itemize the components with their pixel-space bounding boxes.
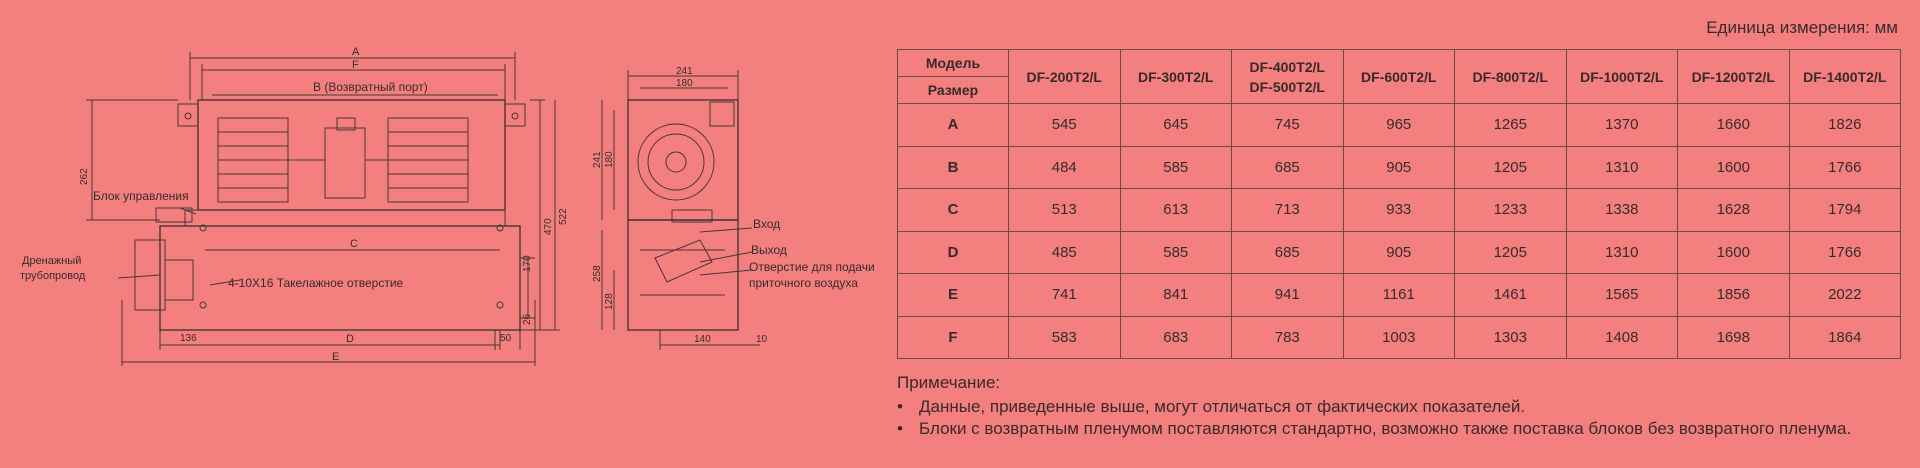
table-cell: 1265 [1455,104,1567,147]
side-dim-128: 128 [604,293,615,310]
outlet-label: Выход [751,243,787,257]
table-cell: 1600 [1678,231,1790,274]
dim-262: 262 [79,168,90,185]
table-cell: 1338 [1566,189,1678,232]
unit-label: Единица измерения: мм [1706,18,1898,37]
hanging-hole-label: 4-10X16 Такелажное отверстие [228,276,404,290]
table-cell: 1161 [1343,274,1455,317]
dim-170: 170 [522,255,533,272]
table-cell: 1628 [1678,189,1790,232]
table-cell: 1461 [1455,274,1567,317]
table-cell: 585 [1120,231,1232,274]
supply-opening-label-1: Отверстие для подачи [749,260,875,274]
table-cell: 1370 [1566,104,1678,147]
table-cell: 1600 [1678,146,1790,189]
dim-50: 50 [500,333,512,344]
row-label: E [898,274,1009,317]
side-dim-180-top: 180 [676,78,693,89]
dim-26: 26 [522,313,533,325]
table-row [898,274,1901,317]
side-dim-10: 10 [756,334,768,345]
side-dim-140: 140 [694,334,711,345]
table-cell: 484 [1009,146,1121,189]
table-cell: 685 [1232,231,1344,274]
table-header-row [898,50,1901,77]
table-row [898,231,1901,274]
table-body [898,104,1901,359]
header-size-label: Размер [898,77,1009,104]
table-cell: 1205 [1455,231,1567,274]
table-cell: 1205 [1455,146,1567,189]
drain-label-2: трубопровод [20,270,86,282]
table-row [898,146,1901,189]
dim-b: B (Возвратный порт) [313,80,428,94]
model-header: DF-1400T2/L [1789,50,1901,104]
bullet: • [897,397,903,416]
table-cell: 1003 [1343,316,1455,359]
table-cell: 713 [1232,189,1344,232]
dim-c: C [350,238,358,250]
drain-label-1: Дренажный [22,255,82,267]
table-cell: 1408 [1566,316,1678,359]
table-cell: 1698 [1678,316,1790,359]
table-cell: 585 [1120,146,1232,189]
table-cell: 905 [1343,146,1455,189]
model-header-group [1232,50,1344,104]
table-cell: 513 [1009,189,1121,232]
bullet: • [897,419,903,438]
row-label: C [898,189,1009,232]
model-header: DF-1200T2/L [1678,50,1790,104]
table-cell: 1660 [1678,104,1790,147]
table-cell: 1826 [1789,104,1901,147]
table-cell: 1794 [1789,189,1901,232]
note-text: Данные, приведенные выше, могут отличаться от фактических показателей. [919,397,1526,416]
control-box-label: Блок управления [93,189,189,203]
table-cell: 545 [1009,104,1121,147]
dim-f: F [352,59,359,71]
table-cell: 1233 [1455,189,1567,232]
dim-522: 522 [558,208,569,225]
note-item [897,419,1851,439]
table-cell: 1303 [1455,316,1567,359]
table-cell: 841 [1120,274,1232,317]
table-cell: 683 [1120,316,1232,359]
dim-a: A [352,46,360,58]
row-label: A [898,104,1009,147]
table-cell: 1856 [1678,274,1790,317]
table-cell: 1565 [1566,274,1678,317]
note-text: Блоки с возвратным пленумом поставляются стандартно, возможно также поставка блоков без возвратного пленума. [919,419,1852,438]
model-header: DF-300T2/L [1120,50,1232,104]
table-cell: 741 [1009,274,1121,317]
table-row [898,189,1901,232]
table-cell: 685 [1232,146,1344,189]
dimensions-table [897,49,1901,359]
model-header: DF-600T2/L [1343,50,1455,104]
side-dim-241-top: 241 [676,66,693,77]
model-header-extra: DF-500T2/L [1249,78,1325,95]
side-dim-180-left: 180 [604,151,615,168]
model-header: DF-1000T2/L [1566,50,1678,104]
model-header: DF-800T2/L [1455,50,1567,104]
table-cell: 965 [1343,104,1455,147]
supply-opening-label-2: приточного воздуха [749,276,858,290]
dim-470: 470 [543,218,554,235]
table-cell: 905 [1343,231,1455,274]
table-cell: 933 [1343,189,1455,232]
note-item [897,397,1851,417]
table-cell: 485 [1009,231,1121,274]
inlet-label: Вход [753,217,781,231]
notes-title: Примечание: [897,373,1001,392]
table-cell: 783 [1232,316,1344,359]
side-dim-241-left: 241 [592,151,603,168]
table-cell: 941 [1232,274,1344,317]
notes-block [897,373,1851,439]
table-cell: 1766 [1789,231,1901,274]
side-dim-258: 258 [592,265,603,282]
table-cell: 583 [1009,316,1121,359]
model-header: DF-200T2/L [1009,50,1121,104]
dim-e: E [332,351,340,363]
technical-drawings [0,0,890,468]
table-cell: 1766 [1789,146,1901,189]
table-cell: 2022 [1789,274,1901,317]
table-cell: 645 [1120,104,1232,147]
table-cell: 613 [1120,189,1232,232]
model-header: DF-400T2/L [1249,58,1325,75]
header-model-label: Модель [898,50,1009,77]
table-cell: 1310 [1566,231,1678,274]
row-label: B [898,146,1009,189]
table-cell: 745 [1232,104,1344,147]
table-row [898,316,1901,359]
row-label: D [898,231,1009,274]
table-row [898,104,1901,147]
table-cell: 1310 [1566,146,1678,189]
dim-d: D [346,333,354,345]
row-label: F [898,316,1009,359]
dim-136: 136 [180,333,197,344]
table-cell: 1864 [1789,316,1901,359]
